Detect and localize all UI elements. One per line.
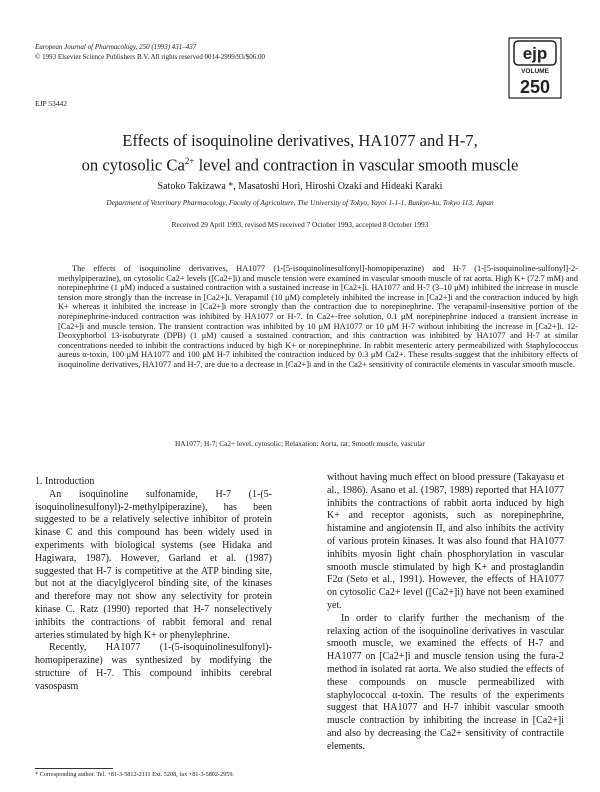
footnote-rule [35, 768, 113, 769]
article-title [40, 131, 560, 176]
journal-logo [508, 37, 562, 99]
intro-paragraph-4: In order to clarify further the mechanism of the relaxing action of the isoquinoline derivatives in vascular smooth muscle, we examined the effects of H-7 and HA1077 on [Ca2+]i and muscle tension using the fura-2 method in isolated rat aorta. We also studied the effects of these compounds on muscle permeabilized with staphylococcal α-toxin. The results of the experiments suggest that HA1077 and H-7 inhibit vascular smooth muscle contraction by inhibiting the increase in [Ca2+]i and also by decreasing the Ca2+ sensitivity of contractile elements. [327, 612, 564, 752]
authors: Satoko Takizawa *, Masatoshi Hori, Hiroshi Ozaki and Hideaki Karaki [157, 181, 443, 192]
title-line-1: Effects of isoquinoline derivatives, HA1077 and H-7, [122, 131, 478, 150]
title-line-2-post: level and contraction in vascular smooth muscle [194, 155, 519, 175]
logo-volume-label: VOLUME [521, 68, 549, 75]
keywords: HA1077; H-7; Ca2+ level, cytosolic; Relaxation; Aorta, rat; Smooth muscle, vascular [175, 439, 425, 448]
journal-citation: European Journal of Pharmacology, 250 (1993) 431–437 [35, 43, 197, 51]
logo-text: ejp [522, 44, 548, 63]
corresponding-author-footnote: * Corresponding author. Tel. +81-3-5812-2111 Ext. 5208, fax +81-3-5802-2959. [35, 771, 234, 778]
received-dates: Received 29 April 1993, revised MS received 7 October 1993, accepted 8 October 1993 [171, 220, 429, 229]
ejp-logo-icon [508, 37, 562, 99]
title-line-2 [40, 151, 560, 176]
journal-copyright: © 1993 Elsevier Science Publishers B.V. All rights reserved 0014-2999/93/$06.00 [35, 53, 265, 61]
right-column [327, 472, 564, 754]
section-heading-introduction: 1. Introduction [35, 476, 95, 487]
intro-paragraph-3: without having much effect on blood pressure (Takayasu et al., 1986). Asano et al. (1987, 1989) reported that HA1077 inhibits the contractions of rabbit aorta induced by high K+ and receptor agonists, such as norepinephrine, histamine and angiotensin II, and also inhibits the activity of various protein kinases. It was also found that HA1077 inhibits myosin light chain phosphorylation in vascular smooth muscle stimulated by high K+ and prostaglandin F2α (Seto et al., 1991). However, the effects of HA1077 on cytosolic Ca2+ level ([Ca2+]i) have not been examined yet. [327, 472, 564, 611]
article-code: EJP 53442 [35, 99, 68, 108]
logo-volume-number: 250 [519, 77, 551, 97]
title-ca-superscript: 2+ [184, 156, 195, 166]
title-line-2-pre: on cytosolic Ca [81, 155, 185, 175]
abstract-text: The effects of isoquinoline derivatives, HA1077 (1-[5-isoquinolinesulfonyl]-homopiperazine) and H-7 (1-[5-isoquinoline-sulfonyl]-2-methylpiperazine), on cytosolic Ca2+ levels ([Ca2+]i) and muscle tension were examined in vascular smooth muscle of rat aorta. High K+ (72.7 mM) and norepinephrine (1 μM) induced a sustained contraction with a sustained increase in [Ca2+]i. HA1077 and H-7 (3–10 μM) inhibited the increase in muscle tension more strongly than the increase in [Ca2+]i. Verapamil (10 μM) completely inhibited the increase in [Ca2+]i and the contraction induced by high K+ whereas it inhibited the increase in [Ca2+]i more strongly than the contraction due to norepinephrine. The verapamil-insensitive portion of the norepinephrine-induced contraction was inhibited by HA1077 or H-7. In Ca2+-free solution, 0.1 μM norepinephrine induced a transient increase in [Ca2+]i and muscle tension. The transient contraction was inhibited by 10 μM HA1077 or 10 μM H-7 without inhibiting the increase in [Ca2+]i. 12-Deoxyphorbol 13-isobutyrate (DPB) (1 μM) caused a sustained contraction, and this contraction was inhibited by HA1077 and H-7 at similar concentrations needed to inhibit the contractions induced by high K+ or norepinephrine. In rabbit mesenteric artery permeabilized with Staphylococcus aureus α-toxin, 100 μM HA1077 and 100 μM H-7 inhibited the contraction induced by 0.3 μM Ca2+. These results suggest that the inhibitory effects of isoquinoline derivatives, HA1077 and H-7, are due to a decrease in [Ca2+]i and in the Ca2+ sensitivity of contractile elements in vascular smooth muscle. [58, 264, 578, 369]
journal-header [35, 42, 395, 62]
intro-paragraph-2: Recently, HA1077 (1-(5-isoquinolinesulfonyl)-homopiperazine) was synthesized by modifying the structure of H-7. This compound inhibits cerebral vasospasm [35, 642, 272, 692]
affiliation: Department of Veterinary Pharmacology, Faculty of Agriculture, The University of Tokyo, Yayoi 1-1-1, Bunkyo-ku, Tokyo 113, Japan [106, 198, 494, 207]
left-column [35, 476, 272, 694]
abstract [58, 264, 578, 370]
intro-paragraph-1: An isoquinoline sulfonamide, H-7 (1-(5-isoquinolinesulfonyl)-2-methylpiperazine), has been suggested to be a relatively selective inhibitor of protein kinase C and this compound has been widely used in experiments with biological systems (see Hidaka and Hagiwara, 1987). However, Garland et al. (1987) suggested that H-7 is competitive at the ATP binding site, but not at the diacylglycerol binding site, of the kinases and therefore may not show any selectivity for protein kinase C. Ratz (1990) reported that H-7 nonselectively inhibits the contractions of rabbit femoral and renal arteries stimulated by high K+ or phenylephrine. [35, 488, 272, 641]
